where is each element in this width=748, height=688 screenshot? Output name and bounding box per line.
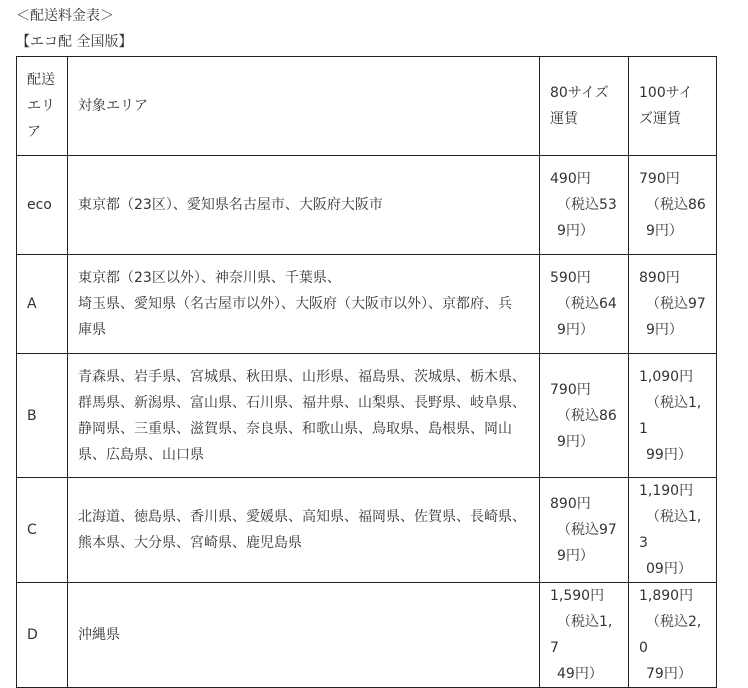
- price-tax-included: （税込86: [646, 197, 706, 213]
- region-line: 東京都（23区）、愛知県名古屋市、大阪府大阪市: [78, 197, 383, 213]
- region-cell: [68, 354, 540, 478]
- header-size100: 100サイ ズ運賃: [629, 57, 717, 156]
- area-cell: A: [17, 255, 68, 354]
- price-tax-included: （税込1,1: [639, 394, 702, 437]
- price-tax-included: 99円）: [646, 446, 692, 463]
- region-cell: [68, 255, 540, 354]
- header-region: 対象エリア: [68, 57, 540, 156]
- header-area: 配送 エリ ア: [17, 57, 68, 156]
- price-amount: 790円: [550, 381, 591, 398]
- price-tax-included: 9円）: [557, 433, 594, 450]
- price-tax-included: （税込1,3: [639, 509, 702, 551]
- price-tax-included: 09円）: [646, 561, 692, 577]
- region-line: 埼玉県、愛知県（名古屋市以外）、大阪府（大阪市以外）、京都府、兵: [78, 296, 512, 312]
- region-cell: [68, 156, 540, 255]
- price-tax-included: （税込64: [557, 296, 617, 312]
- price-tax-included: （税込2,0: [639, 614, 702, 656]
- region-line: 熊本県、大分県、宮崎県、鹿児島県: [78, 535, 302, 551]
- price-amount: 490円: [550, 171, 591, 187]
- price-tax-included: （税込1,7: [550, 614, 613, 656]
- price-tax-included: （税込97: [557, 522, 617, 538]
- area-cell: B: [17, 354, 68, 478]
- price-amount: 890円: [550, 496, 591, 512]
- price80-cell: [540, 156, 629, 255]
- region-line: 青森県、岩手県、宮城県、秋田県、山形県、福島県、茨城県、栃木県、: [78, 368, 526, 385]
- price100-cell: [629, 156, 717, 255]
- table-row: [17, 583, 717, 688]
- price-amount: 1,090円: [639, 368, 694, 385]
- table-subheading: 【エコ配 全国版】: [16, 34, 133, 50]
- price100-cell: [629, 255, 717, 354]
- region-line: 東京都（23区以外）、神奈川県、千葉県、: [78, 270, 341, 286]
- price-tax-included: （税込53: [557, 197, 617, 213]
- region-cell: [68, 478, 540, 583]
- header-size80: 80サイズ 運賃: [540, 57, 629, 156]
- price100-cell: [629, 478, 717, 583]
- price-amount: 1,890円: [639, 588, 694, 604]
- price-tax-included: 9円）: [646, 322, 683, 338]
- price-tax-included: 9円）: [557, 548, 594, 564]
- page-heading: ＜配送料金表＞: [16, 8, 114, 24]
- region-line: 静岡県、三重県、滋賀県、奈良県、和歌山県、鳥取県、島根県、岡山: [78, 420, 512, 437]
- shipping-rate-table: [16, 56, 717, 688]
- area-cell: D: [17, 583, 68, 688]
- price-amount: 890円: [639, 270, 680, 286]
- price-tax-included: （税込97: [646, 296, 706, 312]
- region-line: 県、広島県、山口県: [78, 446, 204, 463]
- table-row: [17, 255, 717, 354]
- price-tax-included: 79円）: [646, 666, 692, 682]
- table-row: [17, 478, 717, 583]
- area-cell: C: [17, 478, 68, 583]
- region-line: 庫県: [78, 322, 106, 338]
- table-row: [17, 156, 717, 255]
- header-row: [17, 57, 717, 156]
- price-tax-included: （税込86: [557, 407, 617, 424]
- price80-cell: [540, 478, 629, 583]
- region-line: 沖縄県: [78, 627, 120, 643]
- area-cell: eco: [17, 156, 68, 255]
- price100-cell: [629, 583, 717, 688]
- region-cell: [68, 583, 540, 688]
- price-amount: 1,590円: [550, 588, 605, 604]
- price80-cell: [540, 255, 629, 354]
- price100-cell: [629, 354, 717, 478]
- table-row: [17, 354, 717, 478]
- price-tax-included: 9円）: [557, 322, 594, 338]
- price80-cell: [540, 354, 629, 478]
- price80-cell: [540, 583, 629, 688]
- price-tax-included: 9円）: [557, 223, 594, 239]
- price-tax-included: 49円）: [557, 666, 603, 682]
- price-amount: 1,190円: [639, 483, 694, 499]
- region-line: 群馬県、新潟県、富山県、石川県、福井県、山梨県、長野県、岐阜県、: [78, 394, 526, 411]
- price-amount: 590円: [550, 270, 591, 286]
- price-amount: 790円: [639, 171, 680, 187]
- region-line: 北海道、徳島県、香川県、愛媛県、高知県、福岡県、佐賀県、長崎県、: [78, 509, 526, 525]
- price-tax-included: 9円）: [646, 223, 683, 239]
